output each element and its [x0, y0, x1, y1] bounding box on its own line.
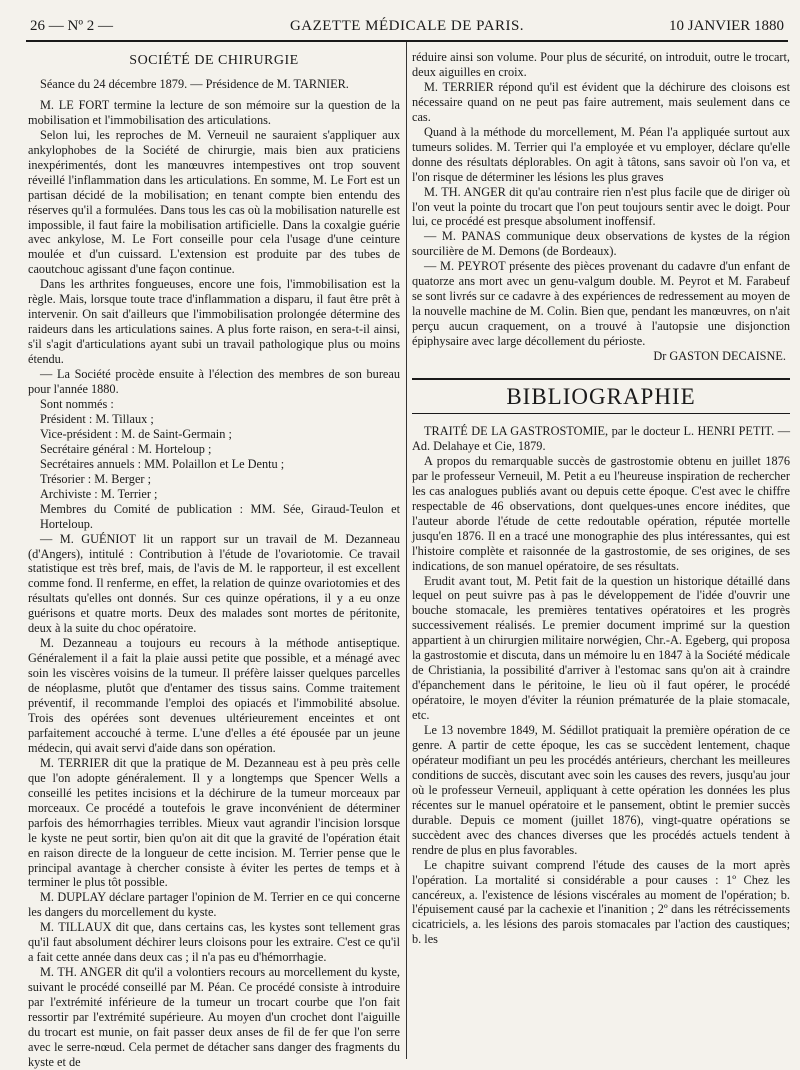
paragraph: M. TH. ANGER dit qu'il a volontiers recours au morcellement du kyste, suivant le procédé conseillé par M. Péan. Ce procédé consiste à introduire par l'extrémité inférieure de la tumeur un trocart courbe que l'on fait ressortir par l'extrémité supérieure. Au moyen d'un crochet dont l'aiguille du trocart est munie, on fait passer deux anses de fil de fer que l'on serre avec le serre-nœud. Cela permet de détacher sans danger des fragments du kyste et de — [28, 965, 400, 1069]
right-column — [412, 50, 790, 947]
list-item: Sont nommés : — [40, 396, 114, 411]
seance-line: Séance du 24 décembre 1879. — Présidence de M. TARNIER. — [40, 76, 349, 91]
bibliography-header — [412, 378, 790, 414]
paragraph: M. Dezanneau a toujours eu recours à la méthode antiseptique. Généralement il a fait la plaie aussi petite que possible, et a ménagé avec soin les viscères voisins de la tumeur. Il préfère laisser quelques parcelles de néoplasme, plutôt que d'entamer des tissus sains. Comme traitement préventif, il recommande l'emploi des opiacés et l'immobilité absolue. Trois des opérées sont devenues ultérieurement enceintes et ont parfaitement accouché à terme. L'une d'elles a été épousée par un jeune médecin, qui avait servi d'aide dans son opération. — [28, 636, 400, 755]
journal-title: GAZETTE MÉDICALE DE PARIS. — [289, 18, 525, 34]
paragraph: — M. PANAS communique deux observations de kystes de la région sourcilière de M. Demons (de Bordeaux). — [412, 229, 790, 259]
list-item: Trésorier : M. Berger ; — [40, 471, 152, 486]
list-item: Membres du Comité de publication : MM. Sée, Giraud-Teulon et Horteloup. — [40, 501, 400, 531]
paragraph: M. DUPLAY déclare partager l'opinion de M. Terrier en ce qui concerne les dangers du morcellement du kyste. — [28, 890, 400, 920]
paragraph: — M. PEYROT présente des pièces provenant du cadavre d'un enfant de quatorze ans mort avec un genu-valgum double. M. Peyrot et M. Farabeuf se sont livrés sur ce cadavre à des expériences de redressement au moyen de la nouvelle machine de M. Colin. Bien que, pendant les manœuvres, on n'ait perçu aucun craquement, on a trouvé à l'autopsie une disjonction épiphysaire avec large décollement du périoste. — [412, 259, 790, 349]
page-header — [30, 14, 784, 36]
paragraph: M. TH. ANGER dit qu'au contraire rien n'est plus facile que de diriger où l'on veut la pointe du trocart que l'on peut toujours sentir avec le doigt. Pour lui, ce procédé est presque absolument inoffensif. — [412, 184, 790, 229]
page-number: 26 — Nº 2 — — [30, 18, 113, 34]
list-item: Président : M. Tillaux ; — [40, 411, 154, 426]
column-divider — [406, 42, 407, 1059]
paragraph: — La Société procède ensuite à l'élection des membres de son bureau pour l'année 1880. — [28, 367, 400, 397]
paragraph: A propos du remarquable succès de gastrostomie obtenu en juillet 1876 par le professeur Verneuil, M. Petit a eu l'heureuse inspiration de rechercher les cas analogues publiés avant ou depuis cette époque. C'est avec le chiffre respectable de 46 observations, dont quelques-unes encore inédites, que l'auteur aborde l'étude de cette redoutable opération, réputée mortelle jusqu'en 1876. Il en a tracé une monographie des plus intéressantes, qui est l'histoire complète et raisonnée de la gastrostomie, de ses origines, de ses indications, de son manuel opératoire, de ses résultats. — [412, 453, 790, 573]
list-item: Vice-président : M. de Saint-Germain ; — [40, 426, 232, 441]
paragraph: réduire ainsi son volume. Pour plus de sécurité, on introduit, outre le trocart, deux aiguilles en croix. — [412, 50, 790, 79]
bibliography-reference: TRAITÉ DE LA GASTROSTOMIE, par le docteur L. HENRI PETIT. — Ad. Delahaye et Cie, 1879. — [412, 423, 790, 453]
paragraph: Le chapitre suivant comprend l'étude des causes de la mort après l'opération. La mortalité si considérable a pour causes : 1º Chez les cancéreux, a. l'existence de lésions viscérales au moment de l'opération; b. l'épuisement causé par la cachexie et l'inanition ; 2º dans les rétrécissements cicatriciels, a. les lésions des parois stomacales par l'action des caustiques; b. les — [412, 857, 790, 947]
paragraph: Selon lui, les reproches de M. Verneuil ne sauraient s'appliquer aux ankylophobes de la Société de chirurgie, mais bien aux praticiens inexpérimentés, dont les manœuvres intempestives ont trop souvent réveillé l'inflammation dans les articulations. En somme, M. Le Fort est un partisan décidé de la mobilisation; en tenant compte bien entendu des réserves qu'il a formulées. Dans tous les cas où la mobilisation naturelle est impossible, il faut faire la mobilisation artificielle. Dans la coxalgie guérie avec ankylose, M. Le Fort conseille pour cela l'usage d'une ceinture moulée et d'un cuissard. L'extension est produite par des tubes de caoutchouc agissant d'une façon continue. — [28, 127, 400, 277]
issue-date: 10 JANVIER 1880 — [669, 18, 784, 34]
bureau-list — [28, 397, 400, 532]
paragraph: M. TERRIER répond qu'il est évident que la déchirure des cloisons est nécessaire quand on ne peut pas faire autrement, mais seulement dans ce cas. — [412, 79, 790, 124]
paragraph: Erudit avant tout, M. Petit fait de la question un historique détaillé dans lequel on peut suivre pas à pas le développement de l'idée d'ouvrir une bouche stomacale, les premières tentatives opératoires et les progrès successivement réalisés. Le premier document imprimé sur la question appartient à un chirurgien militaire norwégien, Chr.-A. Egeberg, qui proposa la gastrostomie et discuta, dans un mémoire lu en 1847 à la Société médicale de Christiania, la possibilité d'arriver à l'estomac sans qu'on ait à craindre d'épanchement dans le péritoine, le lieu où il faut opérer, le procédé opératoire, le moyen d'éviter la réunion prématurée de la plaie stomacale, etc. — [412, 573, 790, 723]
paragraph: Quand à la méthode du morcellement, M. Péan l'a appliquée surtout aux tumeurs solides. M. Terrier qui l'a employée et vu employer, déclare qu'elle donne des résultats déplorables. On agit à tâtons, sans savoir où l'on va, et l'on risque de déterminer les lésions les plus graves — [412, 124, 790, 184]
list-item: Archiviste : M. Terrier ; — [40, 486, 158, 501]
list-item: Secrétaires annuels : MM. Polaillon et Le Dentu ; — [40, 456, 285, 471]
paragraph: M. TERRIER dit que la pratique de M. Dezanneau est à peu près celle que l'on adopte généralement. Il y a longtemps que Spencer Wells a conseillé les petites incisions et la déchirure de la tumeur morceaux par morceaux. Ce procédé a toutefois le grave inconvénient de déterminer parfois des hémorrhagies terribles. Mieux vaut agrandir l'incision lorsque le kyste ne peut sortir, bien qu'on ait dit que la gravité de l'opération était en raison directe de la longueur de cette incision. M. Terrier pense que le principal avantage à chercher consiste à éviter les pertes de temps et à terminer le plus tôt possible. — [28, 755, 400, 890]
header-rule — [26, 40, 788, 42]
paragraph: Dans les arthrites fongueuses, encore une fois, l'immobilisation est la règle. Mais, lorsque toute trace d'inflammation a disparu, il faut être prêt à intervenir. On sait d'ailleurs que l'immobilisation prolongée détermine des raideurs dans les articulations saines. A plus forte raison, en sera-t-il ainsi, s'il s'agit d'articulations ayant subi un travail pathologique plus ou moins étendu. — [28, 277, 400, 367]
list-item: Secrétaire général : M. Horteloup ; — [40, 441, 212, 456]
paragraph: — M. GUÉNIOT lit un rapport sur un travail de M. Dezanneau (d'Angers), intitulé : Contribution à l'étude de l'ovariotomie. Ce travail statistique est très bref, mais, de l'avis de M. le rapporteur, il est excellent comme fond. Il renferme, en effet, la relation de quinze ovariotomies et des résultats qu'elles ont donnés. Sur ces quinze opérations, il y a eu onze guérisons et quatre morts. Deux des malades sont mortes de péritonite, deux à la suite du choc opératoire. — [28, 531, 400, 636]
section-heading: SOCIÉTÉ DE CHIRURGIE — [129, 53, 299, 68]
signature: Dr GASTON DECAISNE. — [653, 349, 786, 364]
bibliography-title: BIBLIOGRAPHIE — [506, 384, 696, 410]
paragraph: M. LE FORT termine la lecture de son mémoire sur la question de la mobilisation et l'immobilisation des articulations. — [28, 97, 400, 127]
paragraph: M. TILLAUX dit que, dans certains cas, les kystes sont tellement gras qu'il faut absolument déchirer leurs cloisons pour les extraire. C'est ce qu'il a fait cette année dans deux cas ; il n'a pas eu d'hémorrhagie. — [28, 920, 400, 965]
paragraph: Le 13 novembre 1849, M. Sédillot pratiquait la première opération de ce genre. A partir de cette époque, les cas se succèdent lentement, chaque opérateur modifiant un peu les procédés antérieurs, cherchant les meilleures conditions de succès, discutant avec soin les causes des revers, jusqu'au jour où le professeur Verneuil, appliquant à cette opération les données les plus récentes sur le manuel opératoire et le pansement, obtint le premier succès durable. Depuis ce moment (juillet 1876), vingt-quatre opérations se succèdent avec des chances diverses que les procédés actuels tendent à rendre de plus en plus favorables. — [412, 723, 790, 857]
left-column — [28, 50, 400, 1070]
